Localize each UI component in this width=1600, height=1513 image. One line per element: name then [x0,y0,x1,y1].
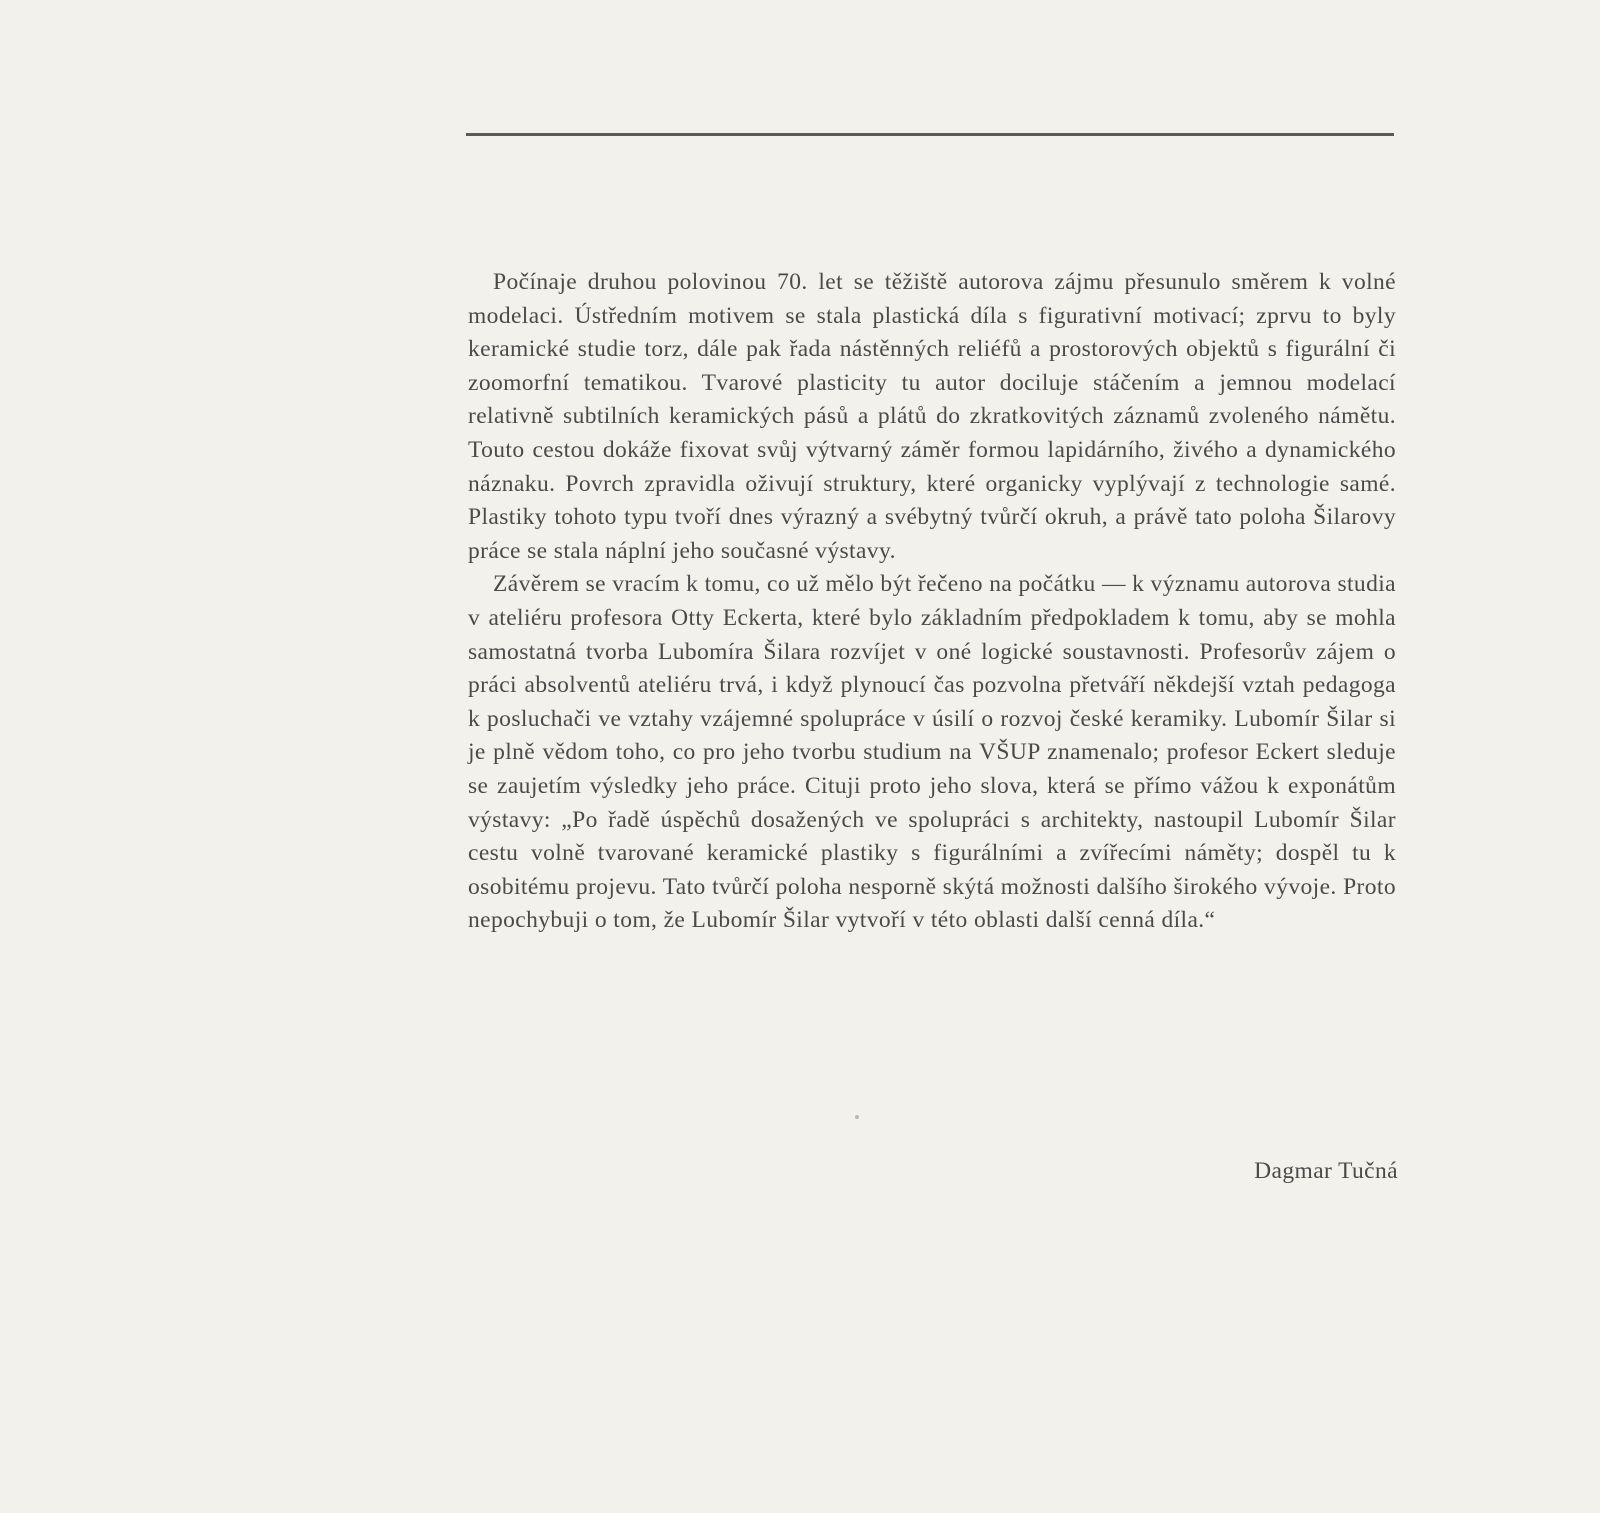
article-body [468,266,1396,938]
paragraph-2: Závěrem se vracím k tomu, co už mělo být řečeno na počátku — k významu autorova studia v ateliéru profesora Otty Eckerta, které bylo základním předpokladem k tomu, aby se mohla samostatná tvorba Lubomíra Šilara rozvíjet v oné logické soustavnosti. Profesorův zájem o práci absolventů ateliéru trvá, i když plynoucí čas pozvolna přetváří někdejší vztah pedagoga k posluchači ve vztahy vzájemné spolupráce v úsilí o rozvoj české keramiky. Lubomír Šilar si je plně vědom toho, co pro jeho tvorbu studium na VŠUP znamenalo; profesor Eckert sleduje se zaujetím výsledky jeho práce. Cituji proto jeho slova, která se přímo vážou k exponátům výstavy: „Po řadě úspěchů dosažených ve spolupráci s architekty, nastoupil Lubomír Šilar cestu volně tvarované keramické plastiky s figurálními a zvířecími náměty; dospěl tu k osobitému projevu. Tato tvůrčí poloha nesporně skýtá možnosti dalšího širokého vývoje. Proto nepochybuji o tom, že Lubomír Šilar vytvoří v této oblasti další cenná díla.“ [468,571,1396,934]
top-rule [466,133,1394,136]
decorative-dot [855,1115,859,1119]
author-signature: Dagmar Tučná [1254,1158,1398,1184]
paragraph-1: Počínaje druhou polovinou 70. let se těžiště autorova zájmu přesunulo směrem k volné modelaci. Ústředním motivem se stala plastická díla s figurativní motivací; zprvu to byly keramické studie torz, dále pak řada nástěnných reliéfů a prostorových objektů s figurální či zoomorfní tematikou. Tvarové plasticity tu autor dociluje stáčením a jemnou modelací relativně subtilních keramických pásů a plátů do zkratkovitých záznamů zvoleného námětu. Touto cestou dokáže fixovat svůj výtvarný záměr formou lapidárního, živého a dynamického náznaku. Povrch zpravidla oživují struktury, které organicky vyplývají z technologie samé. Plastiky tohoto typu tvoří dnes výrazný a svébytný tvůrčí okruh, a právě tato poloha Šilarovy práce se stala náplní jeho současné výstavy. [468,269,1396,564]
